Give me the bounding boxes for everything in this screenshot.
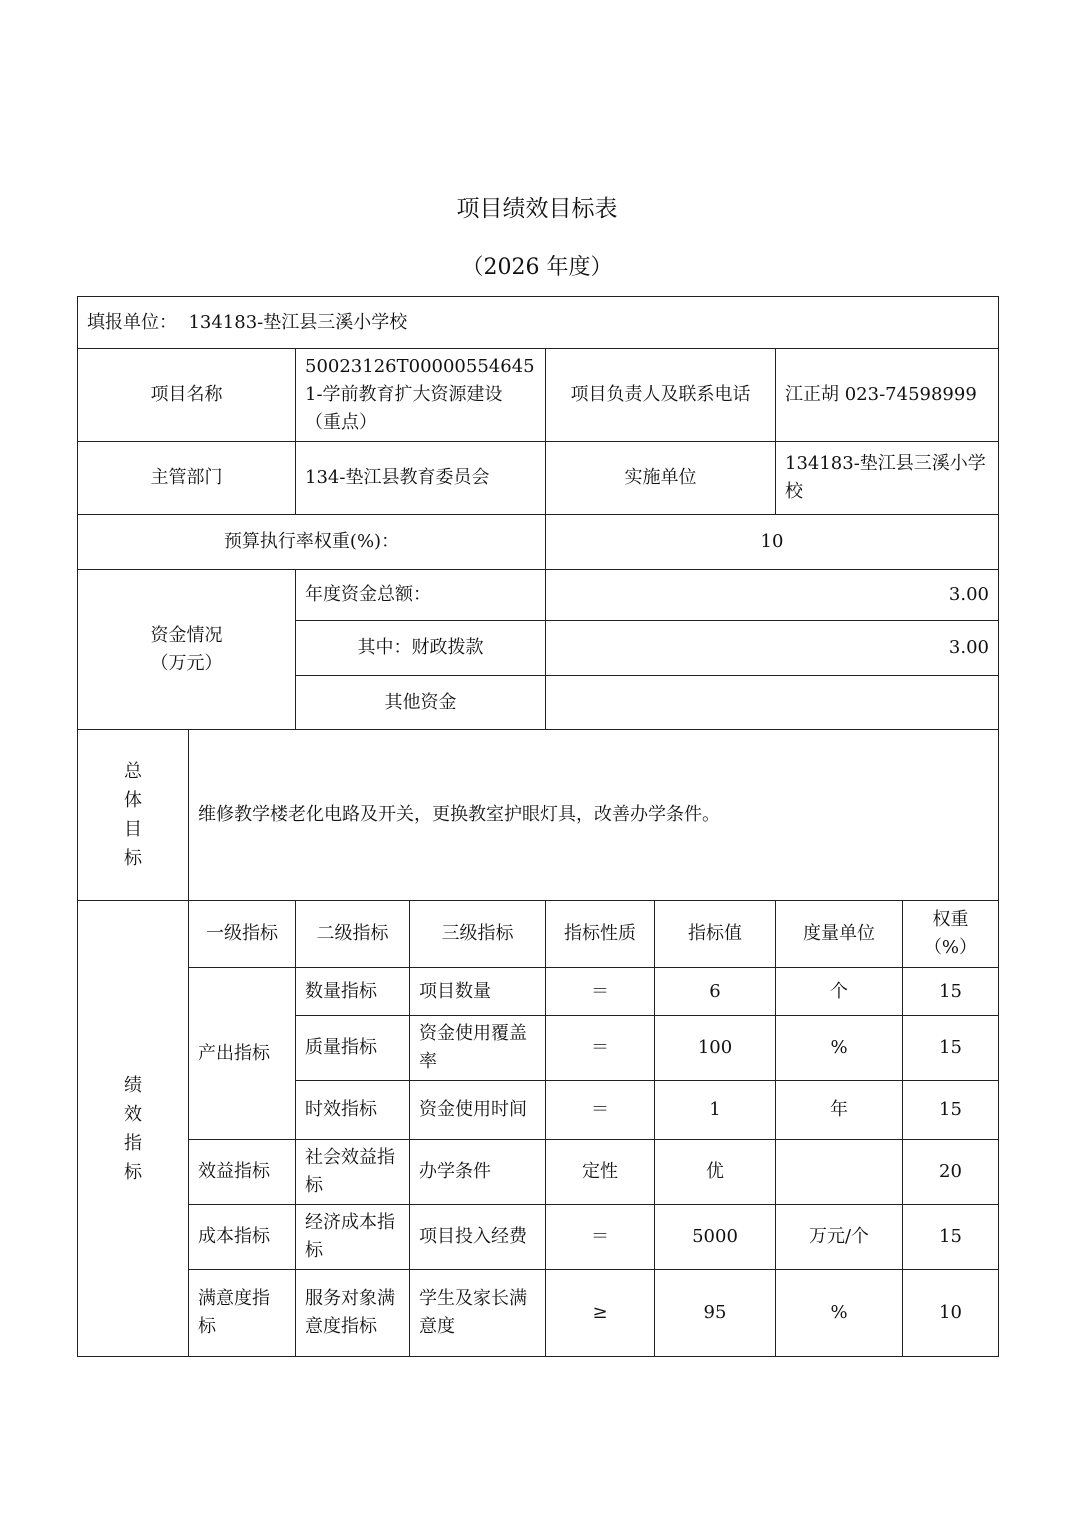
budget-rate-row [78, 515, 999, 570]
header-level1: 一级指标 [189, 901, 296, 968]
indicator-level3: 项目数量 [410, 968, 546, 1016]
indicator-weight: 15 [903, 1205, 999, 1270]
indicator-level2: 质量指标 [296, 1016, 410, 1081]
indicator-level1: 满意度指标 [189, 1270, 296, 1357]
overall-goal-label-char: 总 [124, 761, 142, 782]
header-value: 指标值 [655, 901, 776, 968]
indicator-level2: 数量指标 [296, 968, 410, 1016]
budget-rate-value: 10 [546, 515, 999, 570]
funds-label-line1: 资金情况 [150, 624, 223, 646]
header-nature: 指标性质 [546, 901, 655, 968]
impl-unit-label: 实施单位 [546, 442, 776, 515]
impl-unit-value: 134183-垫江县三溪小学校 [776, 442, 999, 515]
indicator-level2: 时效指标 [296, 1081, 410, 1140]
indicator-level3: 资金使用覆盖率 [410, 1016, 546, 1081]
indicator-value: 5000 [655, 1205, 776, 1270]
dept-label: 主管部门 [78, 442, 296, 515]
indicator-unit [776, 1140, 903, 1205]
overall-goal-label-char: 标 [124, 848, 142, 869]
indicators-label-char: 指 [124, 1132, 142, 1154]
indicator-nature: ＝ [546, 968, 655, 1016]
indicator-nature: ＝ [546, 1205, 655, 1270]
fill-unit-value: 134183-垫江县三溪小学校 [188, 311, 408, 333]
funds-label [78, 570, 296, 730]
page-title: 项目绩效目标表 [456, 196, 618, 222]
header-unit: 度量单位 [776, 901, 903, 968]
indicator-value: 95 [655, 1270, 776, 1357]
indicator-value: 1 [655, 1081, 776, 1140]
indicator-nature: ≥ [546, 1270, 655, 1357]
project-manager-label: 项目负责人及联系电话 [546, 349, 776, 442]
indicator-level3: 办学条件 [410, 1140, 546, 1205]
project-name-value: 50023126T000005546451-学前教育扩大资源建设（重点） [296, 349, 546, 442]
header-level2: 二级指标 [296, 901, 410, 968]
indicator-level3: 学生及家长满意度 [410, 1270, 546, 1357]
fill-unit-label: 填报单位： [87, 311, 177, 333]
indicators-label [78, 901, 189, 1357]
funds-total-label: 年度资金总额： [296, 570, 546, 621]
indicator-header-row [78, 901, 999, 968]
indicator-value: 优 [655, 1140, 776, 1205]
indicator-weight: 15 [903, 1016, 999, 1081]
indicator-nature: ＝ [546, 1016, 655, 1081]
page-subtitle: （2026 年度） [461, 255, 613, 280]
overall-goal-text: 维修教学楼老化电路及开关，更换教室护眼灯具，改善办学条件。 [189, 730, 999, 901]
indicator-level2: 经济成本指标 [296, 1205, 410, 1270]
indicator-weight: 15 [903, 968, 999, 1016]
header-level3: 三级指标 [410, 901, 546, 968]
indicator-unit: 万元/个 [776, 1205, 903, 1270]
indicator-nature: 定性 [546, 1140, 655, 1205]
budget-rate-label: 预算执行率权重(%)： [78, 515, 546, 570]
overall-goal-label-char: 目 [124, 819, 142, 840]
funds-fiscal-value: 3.00 [546, 621, 999, 676]
indicator-row [78, 1205, 999, 1270]
funds-total-row [78, 570, 999, 621]
overall-goal-label [78, 730, 189, 901]
indicator-level3: 项目投入经费 [410, 1205, 546, 1270]
indicator-level1: 产出指标 [189, 968, 296, 1140]
indicator-value: 100 [655, 1016, 776, 1081]
funds-other-label: 其他资金 [296, 676, 546, 730]
fill-unit-row [78, 297, 999, 349]
indicator-unit: % [776, 1270, 903, 1357]
indicator-weight: 15 [903, 1081, 999, 1140]
indicators-label-char: 绩 [124, 1074, 142, 1096]
indicator-weight: 10 [903, 1270, 999, 1357]
indicator-level2: 服务对象满意度指标 [296, 1270, 410, 1357]
indicator-unit: % [776, 1016, 903, 1081]
project-name-label: 项目名称 [78, 349, 296, 442]
indicator-value: 6 [655, 968, 776, 1016]
indicator-row [78, 968, 999, 1016]
dept-value: 134-垫江县教育委员会 [296, 442, 546, 515]
indicator-unit: 个 [776, 968, 903, 1016]
overall-goal-label-char: 体 [124, 790, 142, 811]
indicators-label-char: 标 [124, 1161, 142, 1183]
funds-other-value [546, 676, 999, 730]
indicators-label-char: 效 [124, 1103, 142, 1125]
indicator-level3: 资金使用时间 [410, 1081, 546, 1140]
indicator-weight: 20 [903, 1140, 999, 1205]
funds-label-line2: （万元） [150, 652, 223, 674]
performance-table [77, 296, 999, 1357]
indicator-row [78, 1140, 999, 1205]
funds-fiscal-label: 其中：财政拨款 [296, 621, 546, 676]
project-name-row [78, 349, 999, 442]
department-row [78, 442, 999, 515]
indicator-row [78, 1270, 999, 1357]
indicator-level2: 社会效益指标 [296, 1140, 410, 1205]
indicator-level1: 效益指标 [189, 1140, 296, 1205]
indicator-level1: 成本指标 [189, 1205, 296, 1270]
overall-goal-row [78, 730, 999, 901]
funds-total-value: 3.00 [546, 570, 999, 621]
indicator-nature: ＝ [546, 1081, 655, 1140]
header-weight: 权重（%） [903, 901, 999, 968]
indicator-unit: 年 [776, 1081, 903, 1140]
project-manager-value: 江正胡 023-74598999 [776, 349, 999, 442]
